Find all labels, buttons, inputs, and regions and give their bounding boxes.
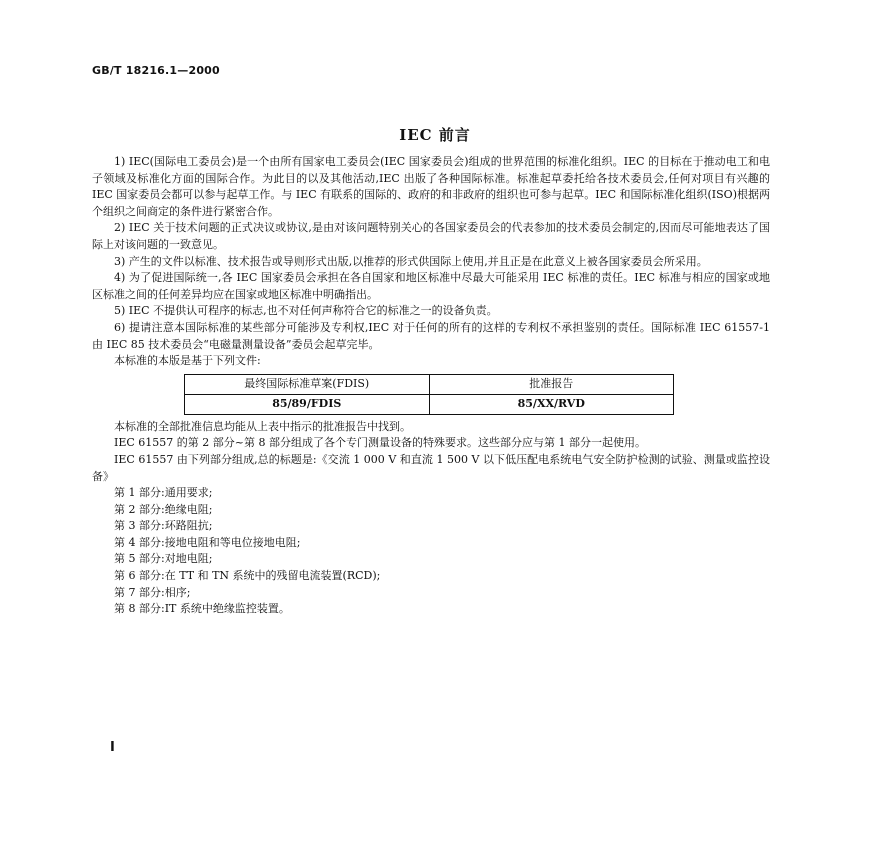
paragraph-2: 2) IEC 关于技术问题的正式决议或协议,是由对该问题特别关心的各国家委员会的代表参加的技术委员会制定的,因而尽可能地表达了国际上对该问题的一致意见。: [92, 221, 770, 251]
table-row: [185, 394, 674, 414]
standard-code-header: GB/T 18216.1—2000: [92, 64, 220, 77]
table-header-report: 批准报告: [429, 374, 674, 394]
paragraph-approval-info: 本标准的全部批准信息均能从上表中指示的批准报告中找到。: [114, 419, 411, 433]
paragraph-based-on: 本标准的本版是基于下列文件:: [114, 354, 261, 368]
paragraph-parts-title: IEC 61557 由下列部分组成,总的标题是:《交流 1 000 V 和直流 1 500 V 以下低压配电系统电气安全防护检测的试验、测量或监控设备》: [92, 452, 770, 483]
table-header-fdis: 最终国际标准草案(FDIS): [185, 374, 430, 394]
table-cell-fdis: 85/89/FDIS: [185, 394, 430, 414]
paragraph-3: 3) 产生的文件以标准、技术报告或导则形式出版,以推荐的形式供国际上使用,并且正是在此意义上被各国家委员会所采用。: [114, 254, 708, 268]
list-item-part-8: 第 8 部分:IT 系统中绝缘监控装置。: [114, 602, 290, 616]
list-item-part-1: 第 1 部分:通用要求;: [114, 486, 213, 500]
table-cell-report: 85/XX/RVD: [429, 394, 674, 414]
list-item-part-7: 第 7 部分:相序;: [114, 585, 191, 599]
document-body: [92, 154, 770, 618]
page-number: I: [110, 740, 115, 755]
paragraph-4: 4) 为了促进国际统一,各 IEC 国家委员会承担在各自国家和地区标准中尽最大可能采用 IEC 标准的责任。IEC 标准与相应的国家或地区标准之间的任何差异均应在国家或地区标准中明确指出。: [92, 271, 770, 301]
list-item-part-4: 第 4 部分:接地电阻和等电位接地电阻;: [114, 535, 301, 549]
list-item-part-2: 第 2 部分:绝缘电阻;: [114, 502, 213, 516]
list-item-part-6: 第 6 部分:在 TT 和 TN 系统中的残留电流装置(RCD);: [114, 569, 381, 583]
paragraph-1: 1) IEC(国际电工委员会)是一个由所有国家电工委员会(IEC 国家委员会)组成的世界范围的标准化组织。IEC 的目标在于推动电工和电子领域及标准化方面的国际合作。为此目的以及其他活动,IEC 出版了各种国际标准。标准起草委托给各技术委员会,任何对项目有兴趣的 IEC 国家委员会都可以参与起草工作。与 IEC 有联系的国际的、政府的和非政府的组织也可参与起草。IEC 和国际标准化组织(ISO)根据两个组织之间商定的条件进行紧密合作。: [92, 155, 770, 218]
paragraph-6: 6) 提请注意本国际标准的某些部分可能涉及专利权,IEC 对于任何的所有的这样的专利权不承担鉴别的责任。国际标准 IEC 61557-1 由 IEC 85 技术委员会“电磁量测量设备”委员会起草完毕。: [92, 320, 770, 351]
paragraph-5: 5) IEC 不提供认可程序的标志,也不对任何声称符合它的标准之一的设备负责。: [114, 304, 498, 318]
list-item-part-5: 第 5 部分:对地电阻;: [114, 552, 213, 566]
page-title: IEC 前言: [399, 126, 471, 144]
list-item-part-3: 第 3 部分:环路阻抗;: [114, 519, 213, 533]
approval-table: [184, 374, 674, 415]
table-header-row: [185, 374, 674, 394]
paragraph-parts-usage: IEC 61557 的第 2 部分~第 8 部分组成了各个专门测量设备的特殊要求。这些部分应与第 1 部分一起使用。: [114, 436, 646, 450]
